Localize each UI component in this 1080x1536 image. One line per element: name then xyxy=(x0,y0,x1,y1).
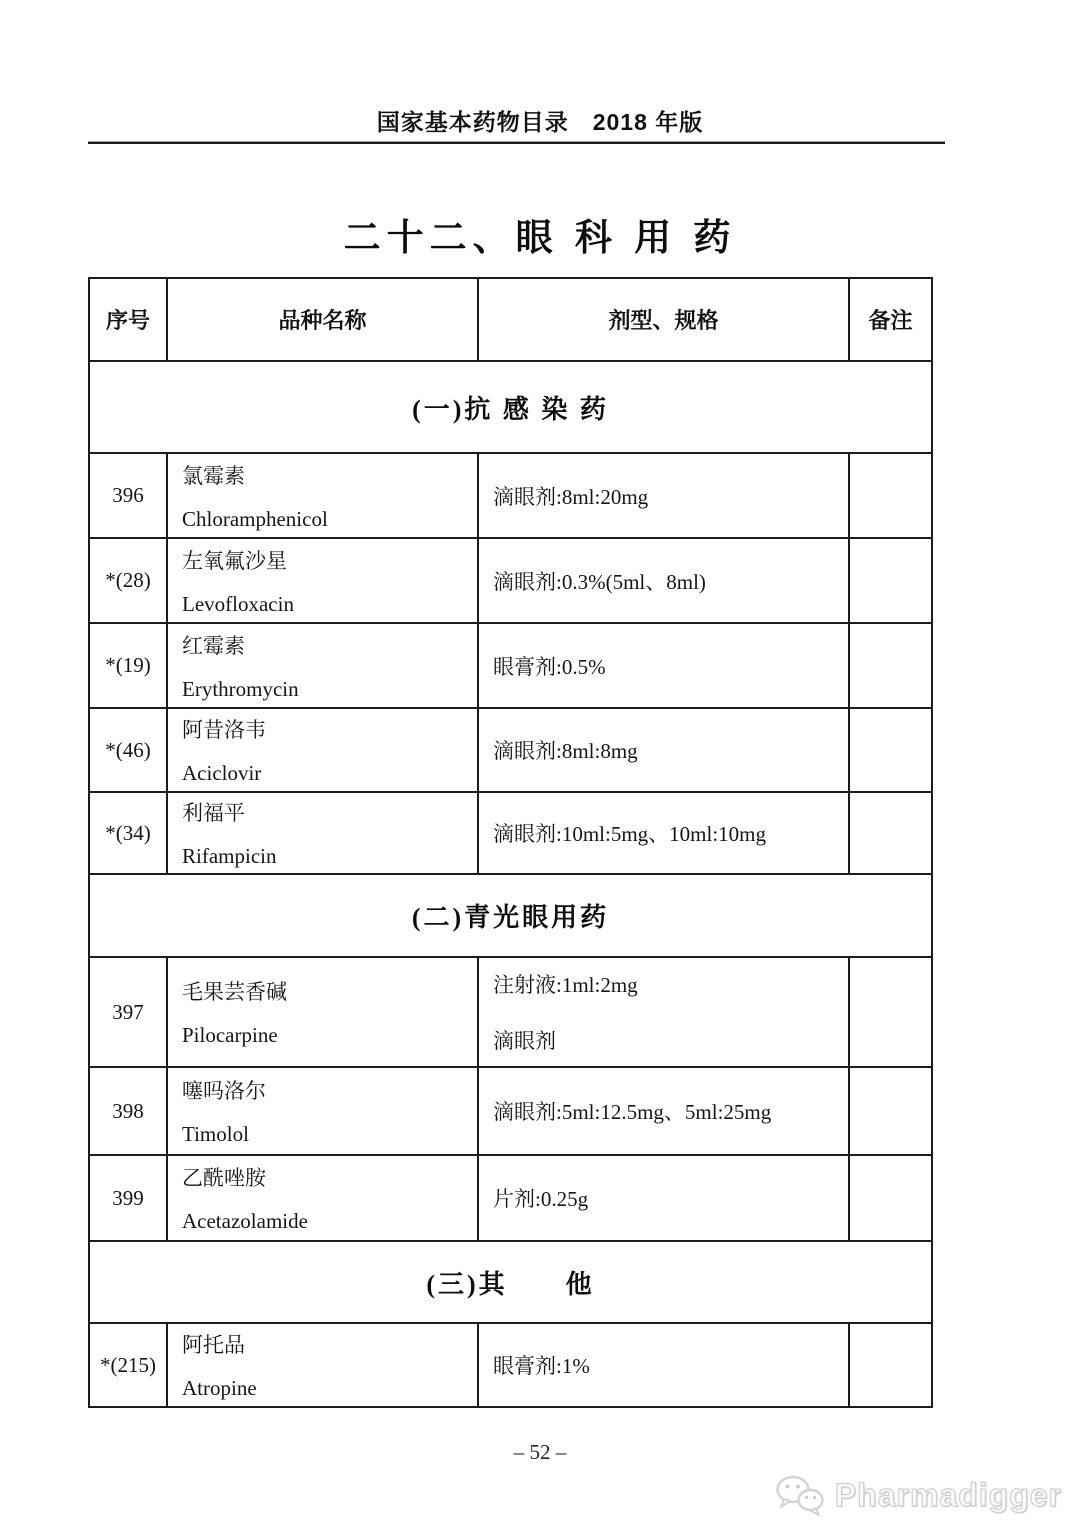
table-row xyxy=(89,1323,932,1407)
remark-cell xyxy=(849,792,932,874)
document-header-title: 国家基本药物目录 2018 年版 xyxy=(376,109,704,135)
drug-number: 396 xyxy=(89,453,167,538)
drug-number: *(19) xyxy=(89,623,167,708)
drug-name-cell xyxy=(167,1323,478,1407)
remark-cell xyxy=(849,453,932,538)
drug-spec: 滴眼剂:8ml:8mg xyxy=(493,739,638,763)
drug-number: 399 xyxy=(89,1155,167,1241)
section-label: (二)青光眼用药 xyxy=(89,874,932,957)
drug-spec: 片剂:0.25g xyxy=(493,1187,589,1211)
drug-number: 397 xyxy=(89,957,167,1067)
drug-name-cell xyxy=(167,792,478,874)
drug-name-en: Atropine xyxy=(182,1376,257,1400)
wechat-icon xyxy=(774,1474,826,1516)
drug-name-cn: 噻吗洛尔 xyxy=(182,1079,266,1103)
drug-number: *(215) xyxy=(89,1323,167,1407)
drug-number: *(28) xyxy=(89,538,167,623)
drug-name-en: Chloramphenicol xyxy=(182,506,328,531)
table-row xyxy=(89,453,932,538)
column-header-name: 品种名称 xyxy=(167,278,478,361)
drug-name-cell xyxy=(167,1067,478,1155)
drug-name-en: Pilocarpine xyxy=(182,1023,278,1047)
drug-number: 398 xyxy=(89,1067,167,1155)
table-row xyxy=(89,623,932,708)
drug-spec: 滴眼剂:5ml:12.5mg、5ml:25mg xyxy=(493,1100,772,1124)
drug-name-cell xyxy=(167,453,478,538)
table-row xyxy=(89,538,932,623)
column-header-number: 序号 xyxy=(89,278,167,361)
drug-name-en: Aciclovir xyxy=(182,761,262,785)
drug-number: *(46) xyxy=(89,708,167,792)
drug-spec-cell xyxy=(478,1155,849,1241)
drug-name-en: Acetazolamide xyxy=(182,1209,308,1233)
drug-spec: 注射液:1ml:2mg xyxy=(493,973,638,997)
table-row xyxy=(89,957,932,1067)
section-label: (一)抗 感 染 药 xyxy=(89,361,932,453)
drug-name-cn: 左氧氟沙星 xyxy=(182,548,287,573)
remark-cell xyxy=(849,1323,932,1407)
medicine-table xyxy=(88,277,933,1408)
drug-name-cell xyxy=(167,1155,478,1241)
remark-cell xyxy=(849,1067,932,1155)
drug-spec: 滴眼剂:8ml:20mg xyxy=(493,484,649,509)
drug-spec-cell xyxy=(478,957,849,1067)
drug-name-cell xyxy=(167,623,478,708)
table-row xyxy=(89,708,932,792)
drug-spec-cell xyxy=(478,538,849,623)
drug-name-cn: 氯霉素 xyxy=(182,463,245,488)
drug-name-cell xyxy=(167,538,478,623)
drug-spec-cell xyxy=(478,1323,849,1407)
remark-cell xyxy=(849,538,932,623)
drug-spec: 滴眼剂:10ml:5mg、10ml:10mg xyxy=(493,822,767,846)
drug-spec: 滴眼剂:0.3%(5ml、8ml) xyxy=(493,569,706,594)
column-header-note: 备注 xyxy=(849,278,932,361)
drug-spec-cell xyxy=(478,1067,849,1155)
section-row xyxy=(89,361,932,453)
drug-name-en: Levofloxacin xyxy=(182,591,294,616)
remark-cell xyxy=(849,957,932,1067)
drug-spec: 滴眼剂 xyxy=(493,1029,556,1053)
page-title: 二十二、眼 科 用 药 xyxy=(343,217,737,258)
table-row xyxy=(89,792,932,874)
drug-name-cn: 乙酰唑胺 xyxy=(182,1166,266,1190)
drug-number: *(34) xyxy=(89,792,167,874)
drug-spec-cell xyxy=(478,453,849,538)
section-label: (三)其 他 xyxy=(89,1241,932,1323)
page-number: – 52 – xyxy=(513,1440,567,1464)
drug-name-cn: 利福平 xyxy=(182,801,245,825)
remark-cell xyxy=(849,623,932,708)
drug-spec: 眼膏剂:1% xyxy=(493,1354,590,1378)
drug-name-cn: 阿昔洛韦 xyxy=(182,718,266,742)
drug-name-cn: 毛果芸香碱 xyxy=(182,980,287,1004)
drug-name-cell xyxy=(167,708,478,792)
watermark xyxy=(774,1474,1062,1516)
section-row xyxy=(89,1241,932,1323)
drug-spec-cell xyxy=(478,708,849,792)
drug-name-en: Erythromycin xyxy=(182,676,299,701)
drug-spec-cell xyxy=(478,623,849,708)
header-divider xyxy=(88,141,945,144)
drug-name-cell xyxy=(167,957,478,1067)
table-row xyxy=(89,1067,932,1155)
remark-cell xyxy=(849,708,932,792)
table-header-row xyxy=(89,278,932,361)
drug-spec: 眼膏剂:0.5% xyxy=(493,654,606,679)
remark-cell xyxy=(849,1155,932,1241)
column-header-spec: 剂型、规格 xyxy=(478,278,849,361)
section-row xyxy=(89,874,932,957)
drug-name-cn: 阿托品 xyxy=(182,1333,245,1357)
table-row xyxy=(89,1155,932,1241)
drug-name-en: Rifampicin xyxy=(182,844,277,868)
watermark-label: Pharmadigger xyxy=(834,1476,1062,1513)
drug-spec-cell xyxy=(478,792,849,874)
drug-name-cn: 红霉素 xyxy=(182,633,245,658)
drug-name-en: Timolol xyxy=(182,1122,249,1146)
